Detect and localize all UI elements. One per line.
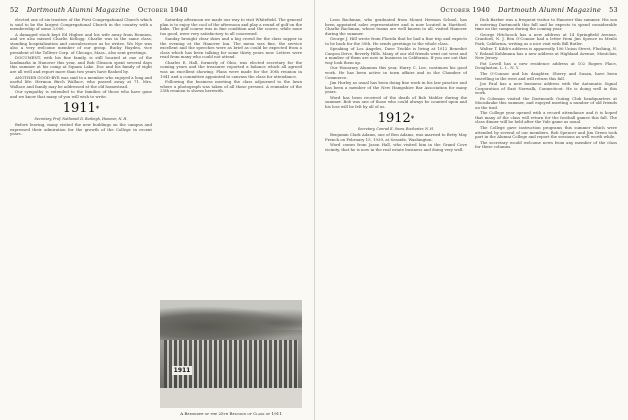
page-number: 53 <box>609 6 618 14</box>
paragraph: Jim Hurley as usual has been doing fine work in his law practice and has been a member of the New Hampshire Bar Association for many years. <box>325 80 467 95</box>
paragraph: Our sympathy is extended to the families of those who have gone and we know that many of you will wish to write. <box>10 89 152 99</box>
paragraph: Joe Paul has a new business address with the Automatic Signal Corporation of East Norwalk, Connecticut. He is doing well in this work. <box>475 81 617 96</box>
running-head-left <box>10 6 304 14</box>
photo-caption: A Reminder of the 25th Reunion of Class of 1911 <box>180 411 282 416</box>
running-head-right <box>325 6 618 14</box>
photo-sign: 1911 <box>173 367 191 374</box>
class-heading-1912 <box>325 112 467 126</box>
class-year: 1911 <box>62 101 96 117</box>
paragraph: Walter T. Kibb's address is apparently 106 Union Street, Flushing, N. Y. Roland Kuhlmann has a new address at Highland Avenue, Montclair, New Jersey. <box>475 46 617 61</box>
paragraph: The O'Connor and his daughter, Sherry and Susan, have been travelling in the west and will return this fall. <box>475 71 617 81</box>
paragraph: The College gave instruction programs this summer which were attended by several of our members. Bob Spencer and Jim Green took part in the Alumni College and report the sessions as well worth while. <box>475 125 617 140</box>
issue-month: October 1940 <box>440 6 491 14</box>
photo-crowd <box>164 340 298 388</box>
paragraph: Word comes from Jason Hall, who visited him in the Grand Cove vicinity, that he is now in the real estate business and doing very well. <box>325 142 467 153</box>
right-column-2 <box>475 18 617 420</box>
class-secretary: Secretary, Conrad E. Snow, Rochester, N. H. <box>357 127 435 132</box>
paragraph: The College year opened with a record attendance and it is hoped that many of the class will return for the football games this fall. The class dinner will be held after the Yale game as usual. <box>475 110 617 125</box>
issue-month: October 1940 <box>137 6 188 14</box>
paragraph: The secretary would welcome news from any member of the class for these columns. <box>475 139 617 150</box>
reunion-photo <box>160 300 302 408</box>
right-columns <box>325 18 618 420</box>
paragraph: George Hitchcock has a new address at 14 Springfield Avenue, Cranford, N. J. Ben O'Connor had a letter from Jim Spence in Menlo Park, California, writing as a nice visit with Bill Butler. <box>475 31 617 46</box>
right-column-1 <box>325 18 467 420</box>
paragraph: Dick Barber was a frequent visitor to Hanover this summer. His son is entering Dartmouth this fall and he expects to spend considerable time on the campus during the coming year. <box>475 18 617 32</box>
paragraph: George J. Hill wrote from Florida that he had a fine trip and expects to be back for the 30th. He sends greetings to the whole class. <box>325 36 467 46</box>
paragraph: Word has been received of the death of Bob Mahler during the summer. Bob was one of those who could always be counted upon and his loss will be felt by all of us. <box>325 94 467 109</box>
paragraph: Pat Lovell has a new residence address at 102 Rogers Place, Douglaston, L. I., N. Y. <box>475 60 617 71</box>
paragraph: Charles E. Hall, formerly of Ohio, was elected secretary for the coming years and the treasurer reported a balance which all agreed was an excellent showing. Plans were made for the 30th reunion in 1941 and a committee appointed to canvass the class for attendance. <box>160 59 302 79</box>
paragraph: Pa Coleman visited the Dartmouth Outing Club headquarters at Moosilauke this summer, and enjoyed meeting a number of old friends on the trail. <box>475 95 617 110</box>
paragraph: Our Honorary Alumnus this year, Harry C. Lee, continues his good work. He has been active in town affairs and in the Chamber of Commerce. <box>325 65 467 80</box>
class-secretary: Secretary, Prof. Nathaniel D. Burleigh, Hanover, N. H. <box>34 117 128 122</box>
paragraph: elected one of six trustees of the First Congregational Church which is said to be the largest Congregational Church in the country with a membership of some 3,000. <box>10 18 152 32</box>
class-year-mark: * <box>95 105 100 114</box>
left-column-2 <box>160 18 302 296</box>
photo-ground <box>160 388 302 408</box>
paragraph: Before leaving, many visited the new buildings on the campus and expressed their admiration for the growth of the College in recent years. <box>10 122 152 137</box>
magazine-title: Dartmouth Alumni Magazine <box>26 6 130 14</box>
left-columns <box>10 18 304 420</box>
class-year: 1912 <box>377 111 411 127</box>
paragraph: DOCUMENT, with his fine family, is still located at one of the landmarks in Hanover this year, and Bob Gleason spent several days this summer at his camp at Squam Lake. Doc and his family of eight are all well and report more than two years have flashed by. <box>10 55 152 75</box>
paragraph: ANOTHER GOOD-BYE was said to a member who enjoyed a long and useful life: Hermon Birch Wallace, who passed away at 71. Mrs. Wallace and family may be addressed at the old homestead. <box>10 74 152 89</box>
paragraph: Saturday afternoon we made our way to visit Whitefield. The general plan is to enjoy the cool of the afternoon and play a round of golf on the links. The golf course was in fine condition and the scores, while none too good, were very satisfactory to all concerned. <box>160 18 302 36</box>
magazine-title: Dartmouth Alumni Magazine <box>498 6 602 14</box>
paragraph: A damaged stock kept Ed Higbee and his wife away from Reunion, and we also missed Charlie Kellogg. Charlie was in the same class, standing hospitalization and convalescence as he writes. Wo Nye was also a very welcome member of our group. Bucky Hayden, vice president of the Tolliver Corp. of Chicago, Mass., also sent greetings. <box>10 31 152 55</box>
paragraph: Leon Bachman, who graduated from Mount Hermon School, has been appointed sales representative and is now located in Hartford. Charlie Bachman, whose teams are well known to all, visited Hanover during the summer. <box>325 18 467 36</box>
paragraph: Speaking of Los Angeles, Dave Trickle is living at 1012 Benedict Canyon Drive, Beverly Hills. Many of our old friends went out west and a number of them are now in business in California. If you are out that way look them up. <box>325 46 467 65</box>
photo-trees <box>160 306 302 340</box>
class-heading-1911 <box>10 102 152 116</box>
left-column-1 <box>10 18 152 420</box>
right-page <box>314 0 628 420</box>
paragraph: Sunday brought clear skies and a big crowd for the class supper in the evening at the Hanover Inn. The menu was fine, the service excellent and the speeches were as brief as could be expected from a class which has been talking for some thirty years now. Letters were read from many who could not attend. <box>160 36 302 60</box>
paragraph: Following the business meeting the class adjourned to the lawn where a photograph was taken of all those present. A reminder of the 25th reunion is shown herewith. <box>160 79 302 94</box>
page-number: 52 <box>10 6 19 14</box>
class-year-mark: * <box>410 115 415 124</box>
paragraph: Benjamin Clark Adams, one of Ben Adams, was married to Betty May French on February 15, 1939, at Seaside, Washington. <box>325 132 467 142</box>
